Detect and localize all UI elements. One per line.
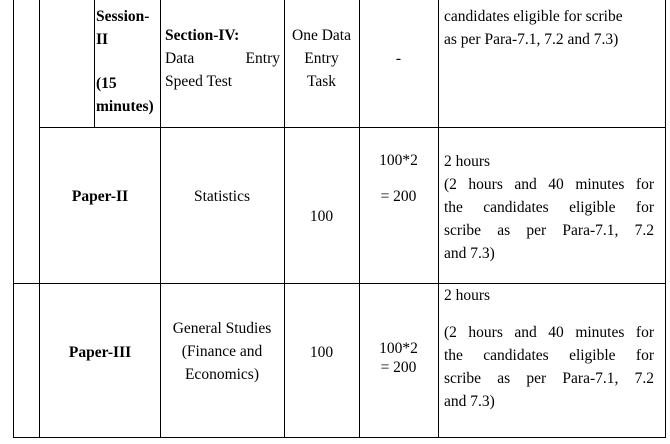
marks-col-divider (438, 0, 439, 438)
marks-cell: - (395, 50, 402, 67)
session-label: Session- II (15 minutes) (96, 8, 154, 115)
duration-cell: candidates eligible for scribe as per Para-7.1, 7.2 and 7.3) (444, 8, 623, 48)
questions-cell: One Data Entry Task (292, 27, 351, 90)
section-title: Section-IV: (165, 27, 240, 44)
section-cell (165, 24, 280, 93)
paper-label: Paper-II (71, 188, 129, 205)
outer-right-border (665, 0, 666, 438)
outer-left-border (13, 0, 14, 438)
marks-cell: 100*2 = 200 (379, 340, 418, 376)
marks-cell: 100*2 = 200 (379, 152, 418, 205)
subject-cell: Statistics (194, 188, 250, 205)
section-desc-line: Data Entry (165, 50, 280, 67)
questions-cell: 100 (309, 344, 334, 361)
subject-cell: General Studies (Finance and Economics) (172, 320, 272, 383)
session-col-divider (94, 0, 95, 127)
duration-cell: 2 hours (2 hours and 40 minutes for the candidates eligible for scribe as per Para-7.1, 7.2 and 7.3) (444, 153, 654, 262)
row-divider-1 (39, 127, 666, 128)
section-desc-line: Speed Test (165, 73, 233, 90)
inner-left-border (39, 0, 40, 438)
duration-cell: 2 hours (2 hours and 40 minutes for the candidates eligible for scribe as per Para-7.1, 7.2 and 7.3) (444, 287, 654, 410)
table-bottom-border (13, 437, 666, 438)
questions-cell: 100 (309, 208, 334, 225)
paper-label: Paper-III (68, 344, 132, 361)
